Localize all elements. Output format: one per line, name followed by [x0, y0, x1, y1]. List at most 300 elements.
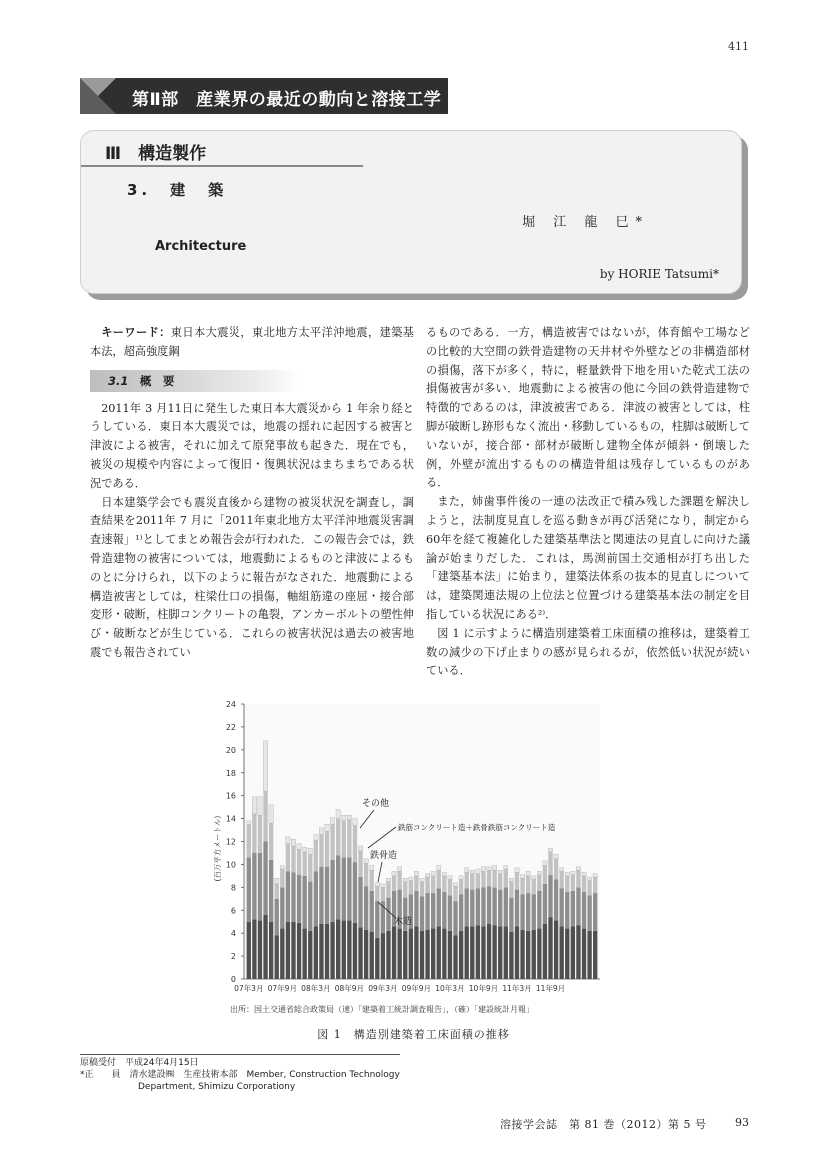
bar-segment [487, 870, 491, 886]
footnote-member-line1: *正 員 清水建設㈱ 生産技術本部 Member, Construction Technology [80, 1070, 400, 1080]
bar-segment [582, 872, 586, 875]
bar-segment [431, 893, 435, 929]
bar-segment [509, 898, 513, 932]
bar-segment [515, 890, 519, 927]
bar-segment [258, 815, 262, 853]
bar-segment [353, 862, 357, 923]
bar-segment [582, 929, 586, 979]
bar-segment [302, 929, 306, 979]
bar-segment [275, 935, 279, 979]
bar-segment [465, 926, 469, 979]
bar-segment [526, 893, 530, 931]
bar-segment [319, 924, 323, 979]
x-tick-label: 10年9月 [468, 984, 499, 993]
bar-segment [515, 926, 519, 979]
bar-segment [565, 876, 569, 892]
bar-segment [448, 876, 452, 879]
bar-segment [571, 871, 575, 874]
bar-segment [453, 935, 457, 979]
bar-segment [386, 878, 390, 881]
bar-segment [397, 871, 401, 889]
right-paragraph-2: また，姉歯事件後の一連の法改正で積み残した課題を解決しようと，法制度見直しを巡る動きが再び活発になり，制定から60年を経て複雑化した建築基準法と関連法の見直しに向けた議論が始まりだした．これは，馬渕前国土交通相が打ち出した「建築基本法」に始まり，建築法体系の抜本的見直しについては，建築関連法規の上位法と位置づける建築基本法の制定を目指している状況にある²⁾． [426, 495, 750, 621]
bar-segment [280, 887, 284, 928]
bar-segment [571, 926, 575, 979]
y-tick-label: 18 [225, 768, 236, 778]
footnote [80, 1054, 400, 1093]
bar-segment [336, 855, 340, 919]
bar-segment [252, 853, 256, 919]
bar-segment [554, 859, 558, 880]
bar-segment [297, 875, 301, 923]
bar-segment [442, 876, 446, 892]
bar-segment [325, 824, 329, 831]
english-title: Architecture [155, 239, 247, 254]
bar-segment [330, 922, 334, 979]
bar-segment [587, 931, 591, 979]
title-box [80, 130, 742, 294]
bar-segment [297, 844, 301, 850]
keywords-text: 東日本大震災，東北地方太平洋沖地震，建築基本法，超高強度鋼 [90, 326, 414, 358]
bar-segment [560, 868, 564, 871]
bar-segment [537, 891, 541, 929]
bar-segment [370, 932, 374, 979]
bar-segment [364, 886, 368, 930]
source-note: 出所：国土交通省総合政策局（速）「建築着工統計調査報告」，（確）「建設統計月報」 [230, 1005, 534, 1014]
bar-segment [252, 814, 256, 853]
x-tick-label: 07年9月 [267, 984, 297, 993]
bar-segment [291, 839, 295, 846]
bar-segment [347, 921, 351, 979]
bar-segment [275, 884, 279, 899]
x-tick-label: 11年9月 [535, 984, 566, 993]
bar-segment [258, 853, 262, 921]
bar-segment [330, 860, 334, 922]
y-tick-label: 0 [230, 975, 236, 984]
bar-segment [308, 882, 312, 931]
bar-segment [476, 869, 480, 874]
bar-segment [414, 891, 418, 927]
bar-segment [532, 879, 536, 894]
y-tick-label: 10 [225, 860, 236, 870]
x-tick-label: 09年9月 [401, 984, 432, 993]
bar-segment [509, 882, 513, 898]
bar-segment [364, 859, 368, 864]
bar-segment [492, 870, 496, 887]
right-paragraph-3: 図 1 に示すように構造別建築着工床面積の推移は，建築着工数の減少の下げ止まりの感が見られるが，依然低い状況が続いている． [426, 626, 750, 678]
bar-segment [520, 894, 524, 930]
x-tick-label: 07年3月 [234, 984, 264, 993]
bar-segment [437, 866, 441, 871]
bar-segment [593, 877, 597, 893]
bar-segment [520, 875, 524, 878]
bar-segment [453, 883, 457, 886]
bar-segment [263, 915, 267, 979]
bar-segment [269, 860, 273, 922]
bar-segment [370, 866, 374, 871]
bar-segment [347, 858, 351, 921]
bar-segment [263, 791, 267, 841]
bar-segment [414, 876, 418, 891]
bar-segment [515, 872, 519, 889]
bar-segment [453, 886, 457, 901]
bar-segment [353, 819, 357, 826]
series-annotation: 鉄骨造 [370, 851, 398, 861]
y-tick-label: 8 [230, 883, 236, 893]
bar-segment [481, 926, 485, 979]
bar-segment [576, 867, 580, 870]
bar-segment [487, 924, 491, 979]
bar-segment [370, 891, 374, 932]
bar-segment [560, 871, 564, 888]
bar-segment [537, 929, 541, 979]
bar-segment [504, 926, 508, 979]
bar-segment [543, 884, 547, 924]
bar-segment [364, 863, 368, 886]
y-tick-label: 24 [225, 700, 236, 709]
bar-segment [286, 844, 290, 872]
bar-segment [381, 884, 385, 887]
bar-segment [425, 930, 429, 979]
bar-segment [476, 925, 480, 979]
bar-segment [571, 891, 575, 927]
bar-segment [565, 872, 569, 875]
series-annotation: 木造 [394, 917, 413, 927]
bar-segment [263, 741, 267, 791]
bar-segment [465, 868, 469, 873]
bar-segment [358, 846, 362, 851]
bar-segment [459, 876, 463, 879]
bar-segment [252, 797, 256, 814]
bar-segment [481, 887, 485, 926]
bar-segment [571, 875, 575, 891]
bar-segment [470, 870, 474, 873]
bar-segment [476, 874, 480, 889]
bar-segment [448, 895, 452, 931]
author-japanese: 堀 江 龍 巳* [522, 215, 649, 230]
y-tick-label: 16 [225, 791, 236, 801]
left-column [90, 324, 414, 663]
bar-segment [420, 878, 424, 881]
y-tick-label: 12 [225, 837, 236, 847]
bar-segment [247, 858, 251, 922]
bar-segment [509, 878, 513, 881]
left-paragraph-1: 2011年 3 月11日に発生した東日本大震災から 1 年余り経とうしている．東日本大震災では，地震の揺れに起因する被害と津波による被害，それに加えて原発事故も起きた．現在でも，被災の規模や内容によって復旧・復興状況はまちまちである状況である． [90, 401, 414, 490]
bar-segment [543, 924, 547, 979]
x-tick-label: 08年9月 [334, 984, 365, 993]
bar-segment [498, 874, 502, 890]
bar-segment [437, 870, 441, 888]
bar-segment [302, 876, 306, 929]
bar-segment [425, 877, 429, 893]
bar-segment [347, 815, 351, 820]
bar-segment [258, 921, 262, 979]
bar-segment [582, 876, 586, 892]
bar-segment [247, 824, 251, 857]
bar-segment [336, 819, 340, 856]
bar-segment [347, 820, 351, 858]
bar-segment [386, 898, 390, 931]
bar-segment [576, 887, 580, 925]
bar-segment [258, 797, 262, 815]
footnote-received: 原稿受付 平成24年4月15日 [80, 1058, 199, 1068]
bar-segment [409, 877, 413, 880]
bar-segment [342, 921, 346, 979]
bar-segment [314, 871, 318, 926]
bar-segment [392, 871, 396, 876]
bar-segment [593, 893, 597, 931]
bar-segment [247, 821, 251, 824]
bar-segment [291, 846, 295, 872]
bar-segment [353, 923, 357, 979]
bar-segment [532, 930, 536, 979]
bar-segment [330, 817, 334, 824]
y-tick-label: 14 [225, 814, 236, 824]
bar-segment [565, 892, 569, 929]
bar-segment [386, 931, 390, 979]
bar-segment [330, 824, 334, 860]
bar-segment [342, 815, 346, 821]
bar-segment [560, 888, 564, 926]
bar-segment [548, 852, 552, 875]
bar-segment [481, 871, 485, 887]
bar-segment [520, 930, 524, 979]
bar-segment [492, 925, 496, 979]
bar-segment [358, 927, 362, 979]
chapter-underline [81, 165, 363, 167]
bar-segment [425, 874, 429, 877]
series-annotation: 鉄筋コンクリート造＋鉄骨鉄筋コンクリート造 [398, 823, 556, 832]
bar-segment [319, 828, 323, 835]
bar-segment [375, 886, 379, 901]
bar-segment [504, 866, 508, 869]
section-title: 3. 建 築 [127, 181, 228, 199]
bar-segment [560, 926, 564, 979]
bar-segment [431, 929, 435, 979]
bar-segment [381, 933, 385, 979]
bar-segment [325, 831, 329, 867]
bar-segment [358, 877, 362, 927]
bar-segment [280, 866, 284, 869]
x-tick-label: 08年3月 [301, 984, 331, 993]
bar-segment [442, 929, 446, 979]
bar-segment [420, 897, 424, 931]
bar-segment [381, 887, 385, 901]
bar-segment [582, 892, 586, 929]
bar-segment [532, 876, 536, 879]
bar-segment [442, 892, 446, 929]
bar-segment [420, 882, 424, 897]
author-english: by HORIE Tatsumi* [599, 267, 719, 281]
bar-segment [386, 882, 390, 898]
bar-segment [370, 870, 374, 891]
bar-segment [487, 867, 491, 870]
bar-segment [537, 871, 541, 874]
bar-segment [554, 921, 558, 979]
figure-caption: 図 1 構造別建築着工床面積の推移 [317, 1028, 510, 1041]
bar-segment [397, 929, 401, 979]
page-number: 411 [728, 40, 749, 53]
bar-segment [476, 888, 480, 925]
bar-segment [492, 887, 496, 925]
bar-segment [543, 861, 547, 866]
bar-segment [302, 852, 306, 876]
left-paragraph-2: 日本建築学会でも震災直後から建物の被災状況を調査し，調査結果を2011年 7 月に「2011年東北地方太平洋沖地震災害調査速報」¹⁾としてまとめ報告会が行われた．この報告会では，鉄骨造建物の被害については，地震動によるものと津波によるものとに分けられ，以下のように報告がなされた．地震動による構造被害としては，柱梁仕口の損傷，軸組筋違の座屈・接合部変形・破断，柱脚コンクリートの亀裂，アンカーボルトの塑性伸び・破断などが生じている．これらの被害状況は過去の被害地震でも報告されてい [90, 495, 414, 659]
bar-segment [280, 869, 284, 887]
bar-segment [537, 875, 541, 891]
bar-segment [565, 929, 569, 979]
bar-segment [319, 835, 323, 867]
subsection-label [108, 372, 174, 391]
bar-segment [314, 835, 318, 841]
bar-segment [420, 931, 424, 979]
bar-segment [308, 854, 312, 882]
bar-segment [492, 866, 496, 871]
subsection-number: 3.1 [108, 373, 129, 388]
footer-page-number: 93 [735, 1116, 749, 1129]
bar-segment [459, 931, 463, 979]
bar-segment [437, 926, 441, 979]
bar-segment [509, 932, 513, 979]
bar-segment [442, 872, 446, 875]
bar-segment [291, 872, 295, 921]
bar-segment [403, 931, 407, 979]
bar-segment [459, 894, 463, 931]
bar-segment [358, 851, 362, 877]
bar-segment [465, 872, 469, 888]
bar-segment [252, 919, 256, 979]
bar-segment [548, 875, 552, 917]
x-tick-label: 10年3月 [435, 984, 465, 993]
bar-segment [336, 919, 340, 979]
bar-segment [448, 931, 452, 979]
bar-segment [286, 871, 290, 921]
bar-segment [481, 867, 485, 872]
bar-segment [247, 922, 251, 979]
y-tick-label: 20 [225, 745, 236, 755]
bar-segment [314, 926, 318, 979]
bar-segment [498, 870, 502, 873]
bar-segment [498, 926, 502, 979]
bar-segment [554, 879, 558, 920]
part-banner [80, 78, 448, 114]
bar-segment [487, 886, 491, 924]
chapter-title: Ⅲ 構造製作 [105, 144, 207, 164]
bar-segment [403, 882, 407, 898]
bar-segment [437, 888, 441, 926]
bar-segment [325, 867, 329, 924]
bar-segment [286, 922, 290, 979]
bar-segment [515, 868, 519, 873]
bar-segment [375, 938, 379, 979]
bar-segment [548, 917, 552, 979]
bar-segment [291, 922, 295, 979]
x-tick-label: 11年3月 [502, 984, 532, 993]
bar-segment [425, 893, 429, 930]
bar-segment [342, 858, 346, 921]
bar-segment [280, 929, 284, 979]
bar-segment [269, 805, 273, 823]
bar-segment [275, 878, 279, 884]
y-tick-label: 6 [230, 906, 236, 916]
bar-segment [587, 880, 591, 895]
bar-segment [414, 926, 418, 979]
bar-segment [459, 879, 463, 894]
bar-segment [520, 878, 524, 894]
bar-segment [403, 878, 407, 881]
bar-segment [576, 925, 580, 979]
y-tick-label: 22 [225, 722, 236, 732]
bar-segment [498, 890, 502, 927]
bar-segment [587, 895, 591, 931]
x-tick-label: 09年3月 [368, 984, 398, 993]
bar-segment [470, 926, 474, 979]
series-annotation: その他 [362, 799, 390, 809]
bar-segment [526, 876, 530, 893]
bar-segment [548, 848, 552, 851]
right-column [426, 324, 750, 681]
bar-segment [297, 923, 301, 979]
bar-segment [397, 867, 401, 872]
bar-segment [392, 876, 396, 891]
bar-segment [302, 847, 306, 852]
bar-segment [336, 809, 340, 818]
bar-segment [364, 930, 368, 979]
bar-segment [269, 922, 273, 979]
bar-segment [342, 821, 346, 858]
bar-segment [593, 931, 597, 979]
bar-segment [314, 840, 318, 871]
bar-segment [543, 866, 547, 884]
keywords-label: キーワード： [101, 326, 171, 339]
bar-segment [576, 870, 580, 887]
bar-segment [392, 926, 396, 979]
bar-segment [554, 854, 558, 859]
bar-segment [526, 931, 530, 979]
y-tick-label: 2 [230, 952, 236, 962]
bar-segment [308, 931, 312, 979]
part-banner-title: 第Ⅱ部 産業界の最近の動向と溶接工学 [132, 90, 442, 110]
stacked-bar-chart [210, 696, 610, 1016]
bar-segment [409, 929, 413, 979]
bar-segment [325, 924, 329, 979]
bar-segment [465, 888, 469, 926]
bar-segment [297, 850, 301, 875]
bar-segment [409, 880, 413, 894]
bar-segment [286, 837, 290, 844]
subsection-title: 概 要 [139, 373, 175, 388]
subsection-heading [90, 370, 414, 394]
bar-segment [375, 901, 379, 938]
y-tick-label: 4 [230, 929, 236, 939]
footer-journal: 溶接学会誌 第 81 巻（2012）第 5 号 [500, 1118, 707, 1131]
bar-segment [448, 879, 452, 895]
footnote-member-line2: Department, Shimizu Corporationy [138, 1082, 296, 1092]
bar-segment [263, 842, 267, 915]
right-paragraph-1: るものである．一方，構造被害ではないが，体育館や工場などの比較的大空間の鉄骨造建物の天井材や外壁などの非構造部材の損傷，落下が多く，特に，軽量鉄骨下地を用いた乾式工法の損傷被害が多い．地震動による被害の他に今回の鉄骨造建物で特徴的であるのは，津波被害である．津波の被害としては，柱脚が破断し跡形もなく流出・移動しているもの，柱脚は破断していないが，接合部・部材が破断し建物全体が傾斜・倒壊した例，外壁が流出するものの構造骨組は残存しているものがある． [426, 326, 750, 490]
bar-segment [453, 901, 457, 935]
bar-segment [319, 867, 323, 924]
figure-1 [210, 696, 610, 1016]
bar-segment [526, 871, 530, 876]
bar-segment [275, 899, 279, 936]
bar-segment [353, 825, 357, 862]
bar-segment [504, 887, 508, 926]
bar-segment [414, 871, 418, 876]
bar-segment [269, 823, 273, 860]
bar-segment [431, 871, 435, 876]
bar-segment [593, 874, 597, 877]
banner-triangle-dark [80, 78, 116, 114]
